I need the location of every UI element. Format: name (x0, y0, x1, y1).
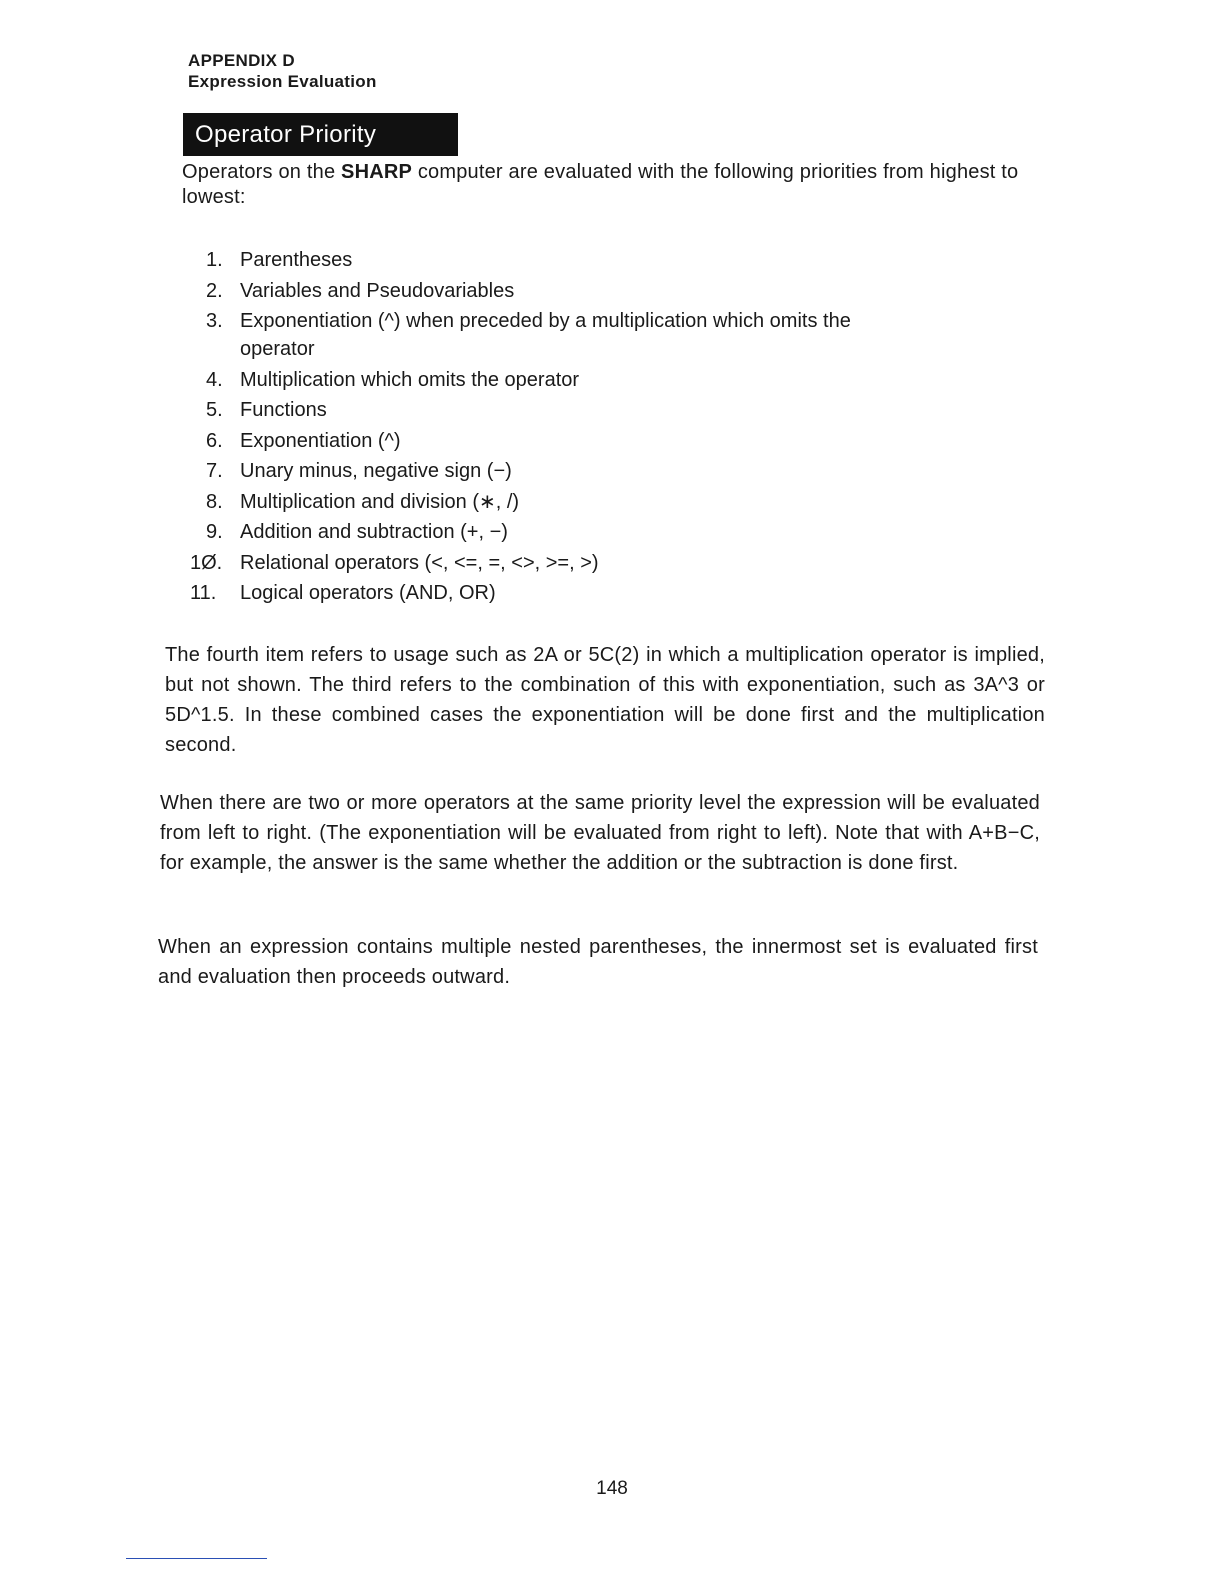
appendix-label: APPENDIX D (188, 51, 295, 70)
priority-item (190, 277, 1060, 305)
paragraph-implied-multiplication: The fourth item refers to usage such as 2A or 5C(2) in which a multiplication operator is implied, but not shown. The third refers to the combination of this with exponentiation, such as 3A^3 or 5D^1.5. In these combined cases the exponentiation will be done first and the multiplication second. (165, 644, 1045, 756)
priority-number: 2. (206, 279, 223, 302)
priority-text: Addition and subtraction (+, −) (240, 521, 508, 543)
priority-list (190, 246, 1060, 610)
priority-number: 1. (206, 249, 223, 271)
priority-text: Multiplication and division (∗, /) (240, 490, 520, 513)
priority-text-continuation: operator (240, 338, 315, 360)
priority-item (190, 246, 1060, 274)
priority-text: Relational operators (<, <=, =, <>, >=, >) (240, 551, 599, 574)
priority-number: 9. (206, 521, 223, 543)
intro-paragraph (182, 160, 1062, 210)
priority-text: Exponentiation (^) when preceded by a multiplication which omits the (240, 310, 851, 332)
priority-number: 6. (206, 429, 223, 452)
priority-item (190, 549, 1060, 577)
priority-text: Parentheses (240, 249, 353, 271)
priority-text: Unary minus, negative sign (−) (240, 460, 512, 482)
priority-text: Logical operators (AND, OR) (240, 582, 496, 604)
footer-rule (126, 1558, 267, 1559)
priority-number: 1Ø. (190, 551, 223, 574)
intro-text-start: Operators on the (182, 161, 342, 183)
priority-item (190, 488, 1060, 516)
intro-brand: SHARP (341, 161, 413, 183)
running-header (188, 50, 377, 92)
priority-item (190, 427, 1060, 455)
priority-item (190, 396, 1060, 424)
priority-item (190, 518, 1060, 546)
priority-text: Exponentiation (^) (240, 429, 401, 452)
priority-number: 7. (206, 460, 223, 482)
section-heading: Operator Priority (183, 113, 458, 156)
priority-item (190, 457, 1060, 485)
priority-text: Multiplication which omits the operator (240, 368, 580, 391)
priority-number: 5. (206, 399, 223, 421)
priority-number: 8. (206, 490, 223, 513)
page-number: 148 (596, 1478, 628, 1499)
priority-item (190, 579, 1060, 607)
priority-item (190, 307, 1060, 363)
priority-text: Variables and Pseudovariables (240, 279, 515, 302)
priority-item (190, 366, 1060, 394)
intro-text-end: computer are evaluated with the following priorities from highest to lowest: (182, 161, 1019, 208)
priority-number: 3. (206, 310, 223, 332)
priority-number: 4. (206, 368, 223, 391)
chapter-title: Expression Evaluation (188, 72, 377, 91)
paragraph-same-priority: When there are two or more operators at the same priority level the expression will be evaluated from left to right. (The exponentiation will be evaluated from right to left). Note that with A+B−C, for example, the answer is the same whether the addition or the subtraction is done first. (160, 792, 1040, 874)
paragraph-nested-parentheses: When an expression contains multiple nested parentheses, the innermost set is evaluated first and evaluation then proceeds outward. (158, 936, 1038, 988)
priority-number: 11. (190, 582, 217, 604)
priority-text: Functions (240, 399, 327, 421)
